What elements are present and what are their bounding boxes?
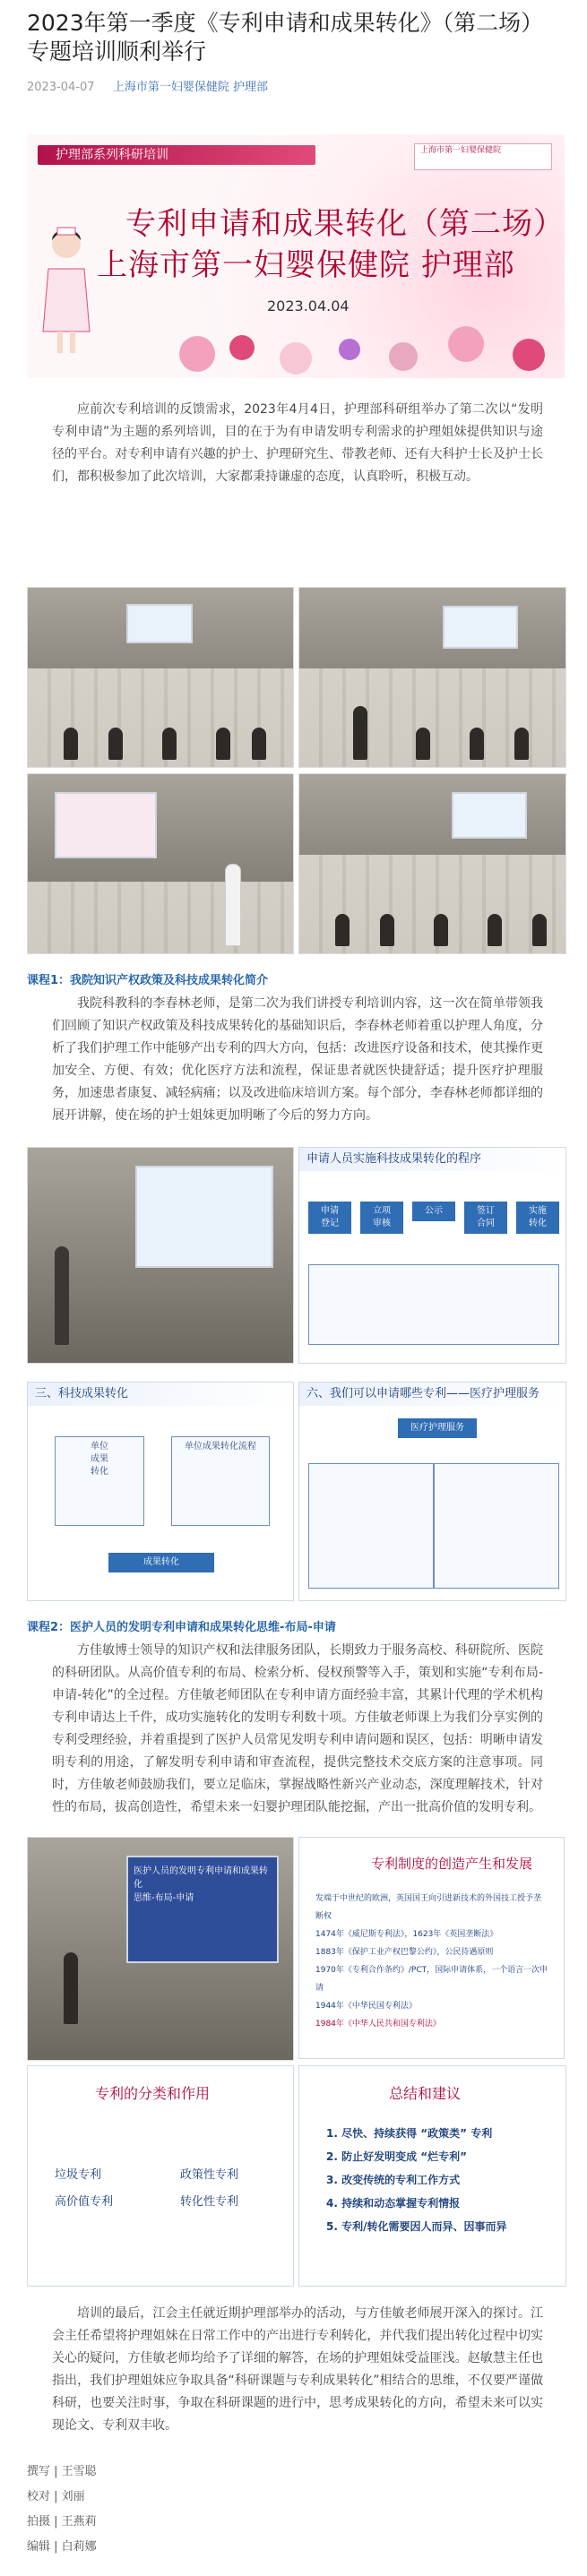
intro-paragraph: 应前次专利培训的反馈需求，2023年4月4日，护理部科研组举办了第二次以“发明专利申请”为主题的系列培训，目的在于为有申请发明专利需求的护理姐妹提供知识与途径的平台。对专利申请有兴趣的护士、护理研究生、带教老师、还有大科护士长及护士长们，都积极参加了此次培训，大家都秉持谦虚的态度，认真聆听，积极互动。: [52, 402, 543, 484]
article-date: 2023-04-07: [27, 81, 95, 94]
banner-heading-2: 上海市第一妇婴保健院 护理部: [97, 247, 515, 283]
credit-proof: 校对 | 刘丽: [27, 2490, 85, 2503]
banner-date: 2023.04.04: [267, 297, 350, 314]
training-photo: [27, 773, 294, 954]
flowers-decoration-icon: [170, 323, 565, 376]
slide-types: 专利的分类和作用 垃圾专利 政策性专利 高价值专利 转化性专利: [27, 2065, 294, 2287]
course-1-title: 课程1：我院知识产权政策及科技成果转化简介: [27, 974, 269, 987]
training-photo: [27, 587, 294, 768]
course-2-slides: [27, 1837, 565, 2285]
article-title: 2023年第一季度《专利申请和成果转化》（第二场）专题培训顺利举行: [27, 10, 544, 65]
slide-history: 专利制度的创造产生和发展 发端于中世纪的欧洲，英国国王向引进新技术的外国技工授予垄断权 1474年《威尼斯专利法》，1623年《英国垄断法》 1883年《保护工业产权巴黎公约》，公民待遇原则 1970年《专利合作条约》/PCT，国际申请体系，一个语言一次申请 1944年《中华民国专利法》 1984年《中华人民共和国专利法》: [298, 1837, 565, 2059]
credits: [27, 2460, 97, 2560]
training-photo: [298, 587, 566, 768]
nurse-illustration-icon: [39, 224, 93, 358]
course-1-slides: [27, 1147, 565, 1599]
banner-heading-1: 专利申请和成果转化（第二场）: [125, 206, 565, 242]
course-1-paragraph: 我院科教科的李春林老师，是第二次为我们讲授专利培训内容，这一次在简单带领我们回顾了知识产权政策及科技成果转化的基础知识后，李春林老师着重以护理人角度，分析了我们护理工作中能够产出专利的四大方向，包括：改进医疗设备和技术，使其操作更加安全、方便、有效；优化医疗方法和流程，保证患者就医快捷舒适；提升医疗护理服务，加速患者康复、减轻病痛；以及改进临床培训方案。每个部分，李春林老师都详细的展开讲解，使在场的护士姐妹更加明晰了今后的努力方向。: [52, 996, 543, 1123]
course-2-title: 课程2：医护人员的发明专利申请和成果转化思维-布局-申请: [27, 1621, 336, 1634]
credit-writer: 撰写 | 王雪聪: [27, 2465, 97, 2478]
training-photo: [298, 773, 566, 954]
slide-summary: 总结和建议 1. 尽快、持续获得 “政策类” 专利 2. 防止好发明变成 “烂专利” 3. 改变传统的专利工作方式 4. 持续和动态掌握专利情报 5. 专利/转化需要因人而异、因事而异: [298, 2065, 566, 2287]
slide-patent-service: 六、我们可以申请哪些专利——医疗护理服务 医疗护理服务: [298, 1382, 566, 1601]
speaker-photo: [27, 1147, 294, 1364]
banner-image: [27, 134, 565, 378]
credit-editor: 编辑 | 白莉娜: [27, 2540, 97, 2554]
course-2-paragraph: 方佳敏博士领导的知识产权和法律服务团队，长期致力于服务高校、科研院所、医院的科研团队。从高价值专利的布局、检索分析、侵权预警等入手，策划和实施“专利布局-申请-转化”的全过程。方佳敏老师团队在专利申请方面经验丰富，其累计代理的学术机构专利申请达上千件，成功实施转化的发明专利数十项。方佳敏老师课上为我们分享实例的专利受理经验，并着重提到了医护人员常见发明专利申请问题和误区，包括：明晰申请发明专利的用途，了解发明专利申请和审查流程，提供完整技术交底方案的注意事项。同时，方佳敏老师鼓励我们，要立足临床，掌握战略性新兴产业动态，深度理解技术，针对性的布局，拔高创造性，希望未来一妇婴护理团队能挖掘，产出一批高价值的发明专利。: [52, 1643, 543, 1814]
slide-program: 申请人员实施科技成果转化的程序 申请 登记 立项 审核 公示 签订 合同 实施 转化: [298, 1147, 566, 1364]
credit-photo: 拍摄 | 王燕莉: [27, 2515, 97, 2529]
hospital-logo: 上海市第一妇婴保健院: [414, 143, 552, 170]
slide-transfer: 三、科技成果转化 单位 成果 转化 单位成果转化流程 成果转化: [27, 1382, 294, 1601]
article-meta: [27, 77, 268, 94]
training-photos: [27, 587, 565, 952]
article-source-link[interactable]: 上海市第一妇婴保健院 护理部: [112, 81, 268, 94]
banner-tag: 护理部系列科研培训: [38, 145, 315, 165]
speaker-photo: 医护人员的发明专利申请和成果转化 思维-布局-申请: [27, 1837, 294, 2061]
closing-paragraph: 培训的最后，江会主任就近期护理部举办的活动，与方佳敏老师展开深入的探讨。江会主任希望将护理姐妹在日常工作中的产出进行专利转化，并代我们提出转化过程中切实关心的疑问，方佳敏老师均给予了详细的解答，在场的护理姐妹受益匪浅。赵敏慧主任也指出，我们护理姐妹应争取具备“科研课题与专利成果转化”相结合的思维，不仅要严谨做科研，也要关注时事，争取在科研课题的进行中，思考成果转化的方向，希望未来可以实现论文、专利双丰收。: [52, 2306, 543, 2433]
